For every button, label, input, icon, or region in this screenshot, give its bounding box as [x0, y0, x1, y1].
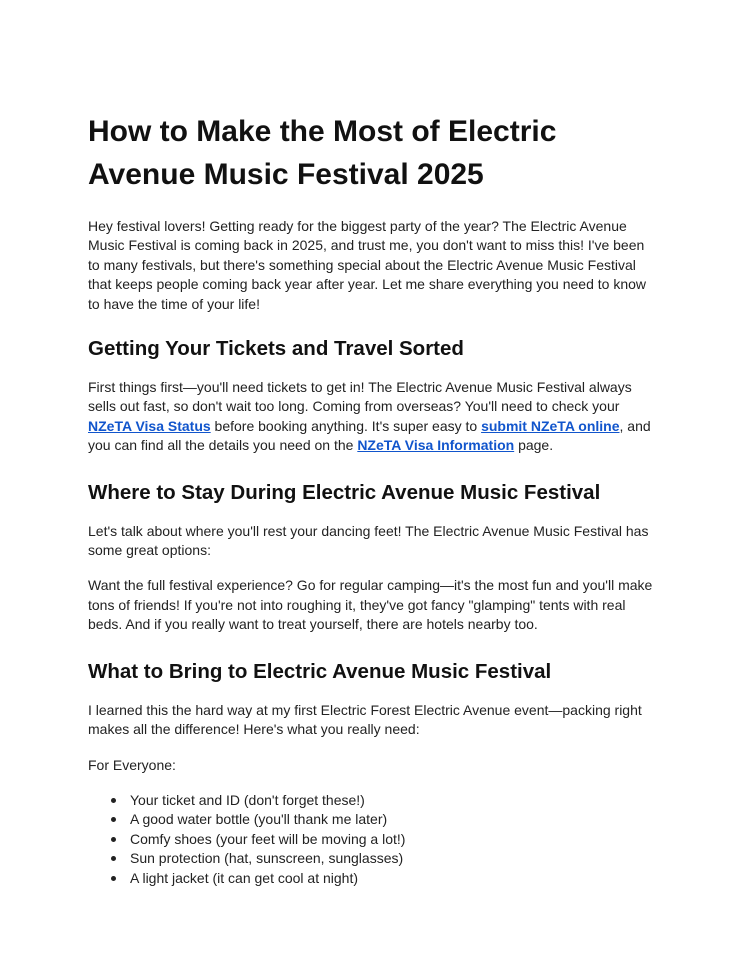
packing-list [88, 791, 654, 888]
list-item: Comfy shoes (your feet will be moving a lot!) [130, 830, 654, 849]
for-everyone-label: For Everyone: [88, 756, 176, 773]
tickets-heading: Getting Your Tickets and Travel Sorted [88, 337, 464, 361]
document-page [88, 110, 654, 888]
list-item: A good water bottle (you'll thank me later) [130, 810, 654, 829]
page-title: How to Make the Most of Electric Avenue Music Festival 2025 [88, 115, 557, 191]
stay-paragraph-1: Let's talk about where you'll rest your dancing feet! The Electric Avenue Music Festival has some great options: [88, 522, 649, 559]
tickets-text-1: First things first—you'll need tickets to get in! The Electric Avenue Music Festival always sells out fast, so don't wait too long. Coming from overseas? You'll need to check your [88, 379, 632, 415]
list-item: A light jacket (it can get cool at night) [130, 869, 654, 888]
bring-paragraph-1: I learned this the hard way at my first Electric Forest Electric Avenue event—packing right makes all the difference! Here's what you really need: [88, 701, 642, 738]
stay-paragraph-2: Want the full festival experience? Go for regular camping—it's the most fun and you'll make tons of friends! If you're not into roughing it, they've got fancy "glamping" tents with real beds. And if you really want to treat yourself, there are hotels nearby too. [88, 577, 653, 633]
bring-heading: What to Bring to Electric Avenue Music Festival [88, 659, 552, 683]
submit-nzeta-online-link[interactable]: submit NZeTA online [481, 417, 620, 434]
intro-paragraph: Hey festival lovers! Getting ready for the biggest party of the year? The Electric Avenue Music Festival is coming back in 2025, and trust me, you don't want to miss this! I've been to many festivals, but there's something special about the Electric Avenue Music Festival that keeps people coming back year after year. Let me share everything you need to know to have the time of your life! [88, 218, 646, 312]
nzeta-visa-status-link[interactable]: NZeTA Visa Status [88, 417, 211, 434]
tickets-text-2: before booking anything. It's super easy to [210, 417, 482, 434]
nzeta-visa-information-link[interactable]: NZeTA Visa Information [357, 437, 515, 454]
tickets-text-4: page. [514, 437, 554, 454]
list-item: Your ticket and ID (don't forget these!) [130, 791, 654, 810]
tickets-paragraph [88, 378, 654, 456]
tickets-text-3: , and you can find all the details you need on the [88, 417, 651, 454]
list-item: Sun protection (hat, sunscreen, sunglasses) [130, 849, 654, 868]
stay-heading: Where to Stay During Electric Avenue Music Festival [88, 480, 601, 504]
